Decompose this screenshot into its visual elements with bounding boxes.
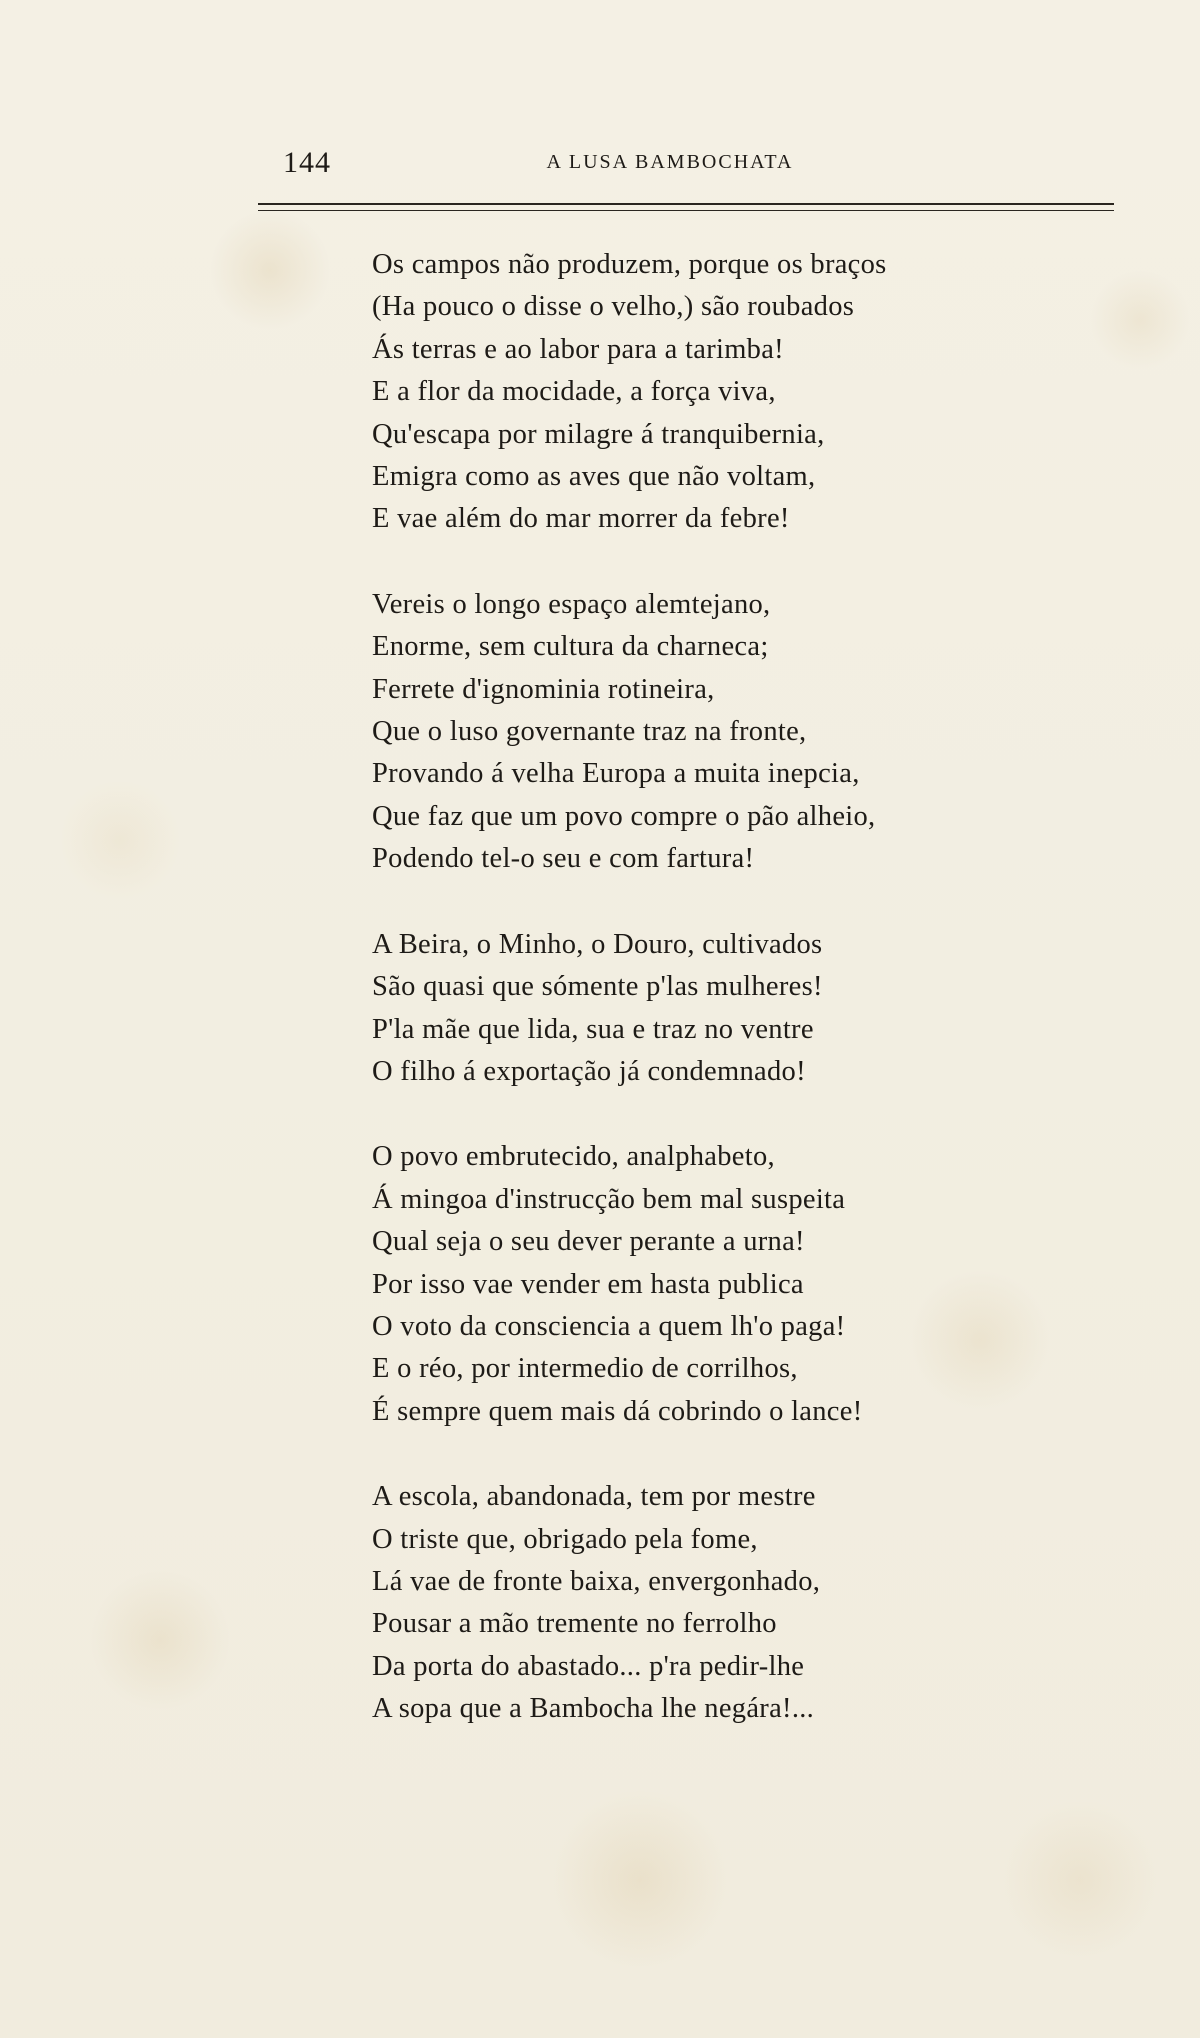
verse-line: O triste que, obrigado pela fome, — [372, 1523, 758, 1555]
header-rule-top — [258, 203, 1114, 205]
verse-line: (Ha pouco o disse o velho,) são roubados — [372, 291, 855, 323]
running-head: A LUSA BAMBOCHATA — [546, 151, 794, 173]
stanza-2 — [372, 584, 1132, 881]
verse-line: Da porta do abastado... p'ra pedir-lhe — [372, 1650, 805, 1682]
verse-line: Pousar a mão tremente no ferrolho — [372, 1608, 777, 1640]
verse-line: Emigra como as aves que não voltam, — [372, 461, 816, 493]
verse-line: Provando á velha Europa a muita inepcia, — [372, 758, 860, 790]
verse-line: Os campos não produzem, porque os braços — [372, 249, 887, 280]
verse-line: Enorme, sem cultura da charneca; — [372, 631, 769, 663]
verse-line: Ás terras e ao labor para a tarimba! — [372, 333, 784, 365]
stanza-5 — [372, 1476, 1132, 1730]
verse-line: O filho á exportação já condemnado! — [372, 1055, 806, 1087]
verse-line: E o réo, por intermedio de corrilhos, — [372, 1353, 798, 1385]
verse-line: Qual seja o seu dever perante a urna! — [372, 1226, 805, 1258]
verse-line: E a flor da mocidade, a força viva, — [372, 376, 776, 408]
page-number: 144 — [283, 146, 331, 179]
verse-line: Que faz que um povo compre o pão alheio, — [372, 800, 876, 832]
verse-line: E vae além do mar morrer da febre! — [372, 503, 790, 535]
verse-line: O povo embrutecido, analphabeto, — [372, 1141, 775, 1173]
verse-line: Ferrete d'ignominia rotineira, — [372, 673, 715, 705]
verse-line: Por isso vae vender em hasta publica — [372, 1268, 804, 1300]
stanza-4 — [372, 1136, 1132, 1433]
verse-line: A sopa que a Bambocha lhe negára!... — [372, 1693, 815, 1725]
verse-line: P'la mãe que lida, sua e traz no ventre — [372, 1013, 814, 1045]
verse-line: Que o luso governante traz na fronte, — [372, 716, 807, 748]
stanza-3 — [372, 924, 1132, 1094]
stanza-1 — [372, 244, 1132, 541]
verse-line: Vereis o longo espaço alemtejano, — [372, 588, 771, 620]
verse-line: Á mingoa d'instrucção bem mal suspeita — [372, 1183, 846, 1215]
verse-line: O voto da consciencia a quem lh'o paga! — [372, 1310, 846, 1342]
verse-line: É sempre quem mais dá cobrindo o lance! — [372, 1395, 863, 1427]
verse-line: A escola, abandonada, tem por mestre — [372, 1481, 816, 1513]
verse-line: Qu'escapa por milagre á tranquibernia, — [372, 418, 825, 450]
header-rule-bottom — [258, 210, 1114, 211]
verse-line: Podendo tel-o seu e com fartura! — [372, 843, 755, 875]
verse-line: São quasi que sómente p'las mulheres! — [372, 971, 823, 1003]
verse-line: A Beira, o Minho, o Douro, cultivados — [372, 928, 823, 960]
verse-line: Lá vae de fronte baixa, envergonhado, — [372, 1565, 821, 1597]
poem-body — [372, 244, 1132, 1774]
